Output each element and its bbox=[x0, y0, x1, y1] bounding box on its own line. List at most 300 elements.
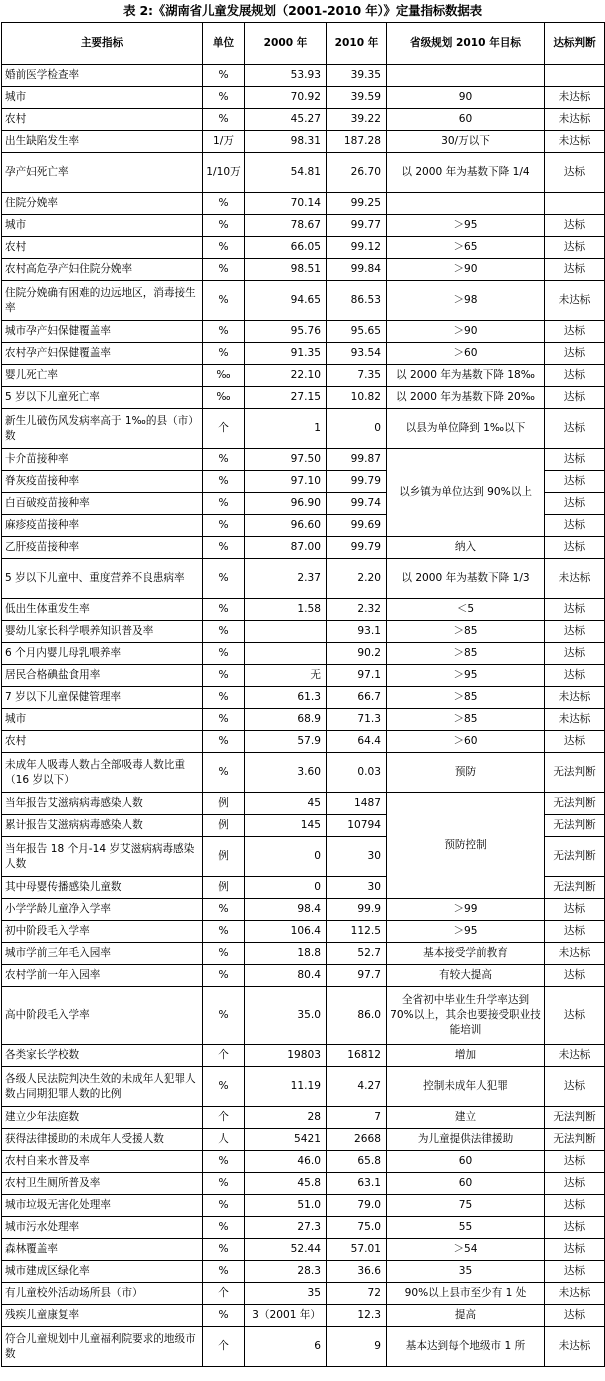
unit-cell: ‰ bbox=[203, 365, 245, 387]
indicator-name: 其中母婴传播感染儿童数 bbox=[2, 877, 203, 899]
value-2000: 96.90 bbox=[245, 493, 327, 515]
goal-cell: ＞85 bbox=[387, 687, 545, 709]
value-2000: 78.67 bbox=[245, 215, 327, 237]
unit-cell: % bbox=[203, 321, 245, 343]
value-2000: 91.35 bbox=[245, 343, 327, 365]
header-unit: 单位 bbox=[203, 23, 245, 65]
value-2000: 61.3 bbox=[245, 687, 327, 709]
unit-cell: 1/万 bbox=[203, 131, 245, 153]
value-2010: 57.01 bbox=[327, 1239, 387, 1261]
status-cell: 达标 bbox=[545, 237, 605, 259]
indicator-name: 获得法律援助的未成年人受援人数 bbox=[2, 1129, 203, 1151]
unit-cell: % bbox=[203, 643, 245, 665]
value-2000: 28 bbox=[245, 1107, 327, 1129]
value-2010: 52.7 bbox=[327, 943, 387, 965]
unit-cell: 人 bbox=[203, 1129, 245, 1151]
value-2010: 79.0 bbox=[327, 1195, 387, 1217]
indicator-name: 乙肝疫苗接种率 bbox=[2, 537, 203, 559]
table-row bbox=[2, 559, 605, 599]
unit-cell: % bbox=[203, 921, 245, 943]
unit-cell: 个 bbox=[203, 1283, 245, 1305]
status-cell: 达标 bbox=[545, 921, 605, 943]
unit-cell: % bbox=[203, 471, 245, 493]
value-2000: 0 bbox=[245, 877, 327, 899]
table-row bbox=[2, 921, 605, 943]
goal-cell: 以乡镇为单位达到 90%以上 bbox=[387, 449, 545, 537]
table-row bbox=[2, 987, 605, 1045]
table-row bbox=[2, 731, 605, 753]
indicator-name: 白百破疫苗接种率 bbox=[2, 493, 203, 515]
value-2010: 10794 bbox=[327, 815, 387, 837]
goal-cell: 预防控制 bbox=[387, 793, 545, 899]
unit-cell: % bbox=[203, 215, 245, 237]
table-row bbox=[2, 1067, 605, 1107]
value-2000: 3.60 bbox=[245, 753, 327, 793]
table-row bbox=[2, 387, 605, 409]
indicator-name: 城市 bbox=[2, 709, 203, 731]
value-2000: 35 bbox=[245, 1283, 327, 1305]
table-row bbox=[2, 965, 605, 987]
unit-cell: % bbox=[203, 621, 245, 643]
goal-cell: 以 2000 年为基数下降 1/3 bbox=[387, 559, 545, 599]
value-2010: 86.53 bbox=[327, 281, 387, 321]
value-2010: 0.03 bbox=[327, 753, 387, 793]
table-row bbox=[2, 687, 605, 709]
header-status: 达标判断 bbox=[545, 23, 605, 65]
value-2000: 1.58 bbox=[245, 599, 327, 621]
goal-cell: 建立 bbox=[387, 1107, 545, 1129]
value-2010: 75.0 bbox=[327, 1217, 387, 1239]
indicator-name: 城市建成区绿化率 bbox=[2, 1261, 203, 1283]
value-2010: 72 bbox=[327, 1283, 387, 1305]
goal-cell: 以 2000 年为基数下降 20‰ bbox=[387, 387, 545, 409]
table-row bbox=[2, 1217, 605, 1239]
unit-cell: % bbox=[203, 87, 245, 109]
goal-cell: 为儿童提供法律援助 bbox=[387, 1129, 545, 1151]
value-2000: 45.27 bbox=[245, 109, 327, 131]
value-2000: 54.81 bbox=[245, 153, 327, 193]
status-cell: 达标 bbox=[545, 665, 605, 687]
value-2000: 1 bbox=[245, 409, 327, 449]
goal-cell: 基本接受学前教育 bbox=[387, 943, 545, 965]
header-goal: 省级规划 2010 年目标 bbox=[387, 23, 545, 65]
status-cell: 无法判断 bbox=[545, 793, 605, 815]
table-row bbox=[2, 1045, 605, 1067]
value-2010: 7 bbox=[327, 1107, 387, 1129]
status-cell: 达标 bbox=[545, 365, 605, 387]
value-2000: 2.37 bbox=[245, 559, 327, 599]
unit-cell: 例 bbox=[203, 793, 245, 815]
value-2010: 1487 bbox=[327, 793, 387, 815]
unit-cell: % bbox=[203, 687, 245, 709]
status-cell: 无法判断 bbox=[545, 1107, 605, 1129]
status-cell bbox=[545, 65, 605, 87]
indicator-name: 农村学前一年入园率 bbox=[2, 965, 203, 987]
value-2010: 112.5 bbox=[327, 921, 387, 943]
value-2010: 30 bbox=[327, 837, 387, 877]
unit-cell: 个 bbox=[203, 1327, 245, 1367]
indicator-name: 孕产妇死亡率 bbox=[2, 153, 203, 193]
indicator-table bbox=[1, 22, 605, 1367]
value-2000: 27.3 bbox=[245, 1217, 327, 1239]
goal-cell: 提高 bbox=[387, 1305, 545, 1327]
goal-cell: 60 bbox=[387, 1173, 545, 1195]
unit-cell: % bbox=[203, 1173, 245, 1195]
unit-cell: 个 bbox=[203, 1107, 245, 1129]
goal-cell: 以县为单位降到 1‰以下 bbox=[387, 409, 545, 449]
status-cell: 未达标 bbox=[545, 87, 605, 109]
status-cell: 达标 bbox=[545, 537, 605, 559]
status-cell: 达标 bbox=[545, 493, 605, 515]
value-2010: 0 bbox=[327, 409, 387, 449]
goal-cell: ＞90 bbox=[387, 321, 545, 343]
value-2010: 4.27 bbox=[327, 1067, 387, 1107]
value-2010: 30 bbox=[327, 877, 387, 899]
value-2000: 35.0 bbox=[245, 987, 327, 1045]
status-cell: 未达标 bbox=[545, 1045, 605, 1067]
goal-cell: ＞54 bbox=[387, 1239, 545, 1261]
unit-cell: % bbox=[203, 1261, 245, 1283]
indicator-name: 新生儿破伤风发病率高于 1‰的县（市）数 bbox=[2, 409, 203, 449]
table-body bbox=[2, 65, 605, 1367]
status-cell: 达标 bbox=[545, 731, 605, 753]
status-cell: 达标 bbox=[545, 899, 605, 921]
table-row bbox=[2, 899, 605, 921]
status-cell: 未达标 bbox=[545, 709, 605, 731]
table-row bbox=[2, 65, 605, 87]
value-2010: 90.2 bbox=[327, 643, 387, 665]
indicator-name: 高中阶段毛入学率 bbox=[2, 987, 203, 1045]
indicator-name: 残疾儿童康复率 bbox=[2, 1305, 203, 1327]
unit-cell: % bbox=[203, 65, 245, 87]
indicator-name: 当年报告 18 个月-14 岁艾滋病病毒感染人数 bbox=[2, 837, 203, 877]
indicator-name: 当年报告艾滋病病毒感染人数 bbox=[2, 793, 203, 815]
value-2000: 11.19 bbox=[245, 1067, 327, 1107]
goal-cell: 纳入 bbox=[387, 537, 545, 559]
unit-cell: % bbox=[203, 515, 245, 537]
value-2010: 2668 bbox=[327, 1129, 387, 1151]
table-row bbox=[2, 793, 605, 815]
value-2010: 2.32 bbox=[327, 599, 387, 621]
status-cell: 达标 bbox=[545, 987, 605, 1045]
unit-cell: % bbox=[203, 731, 245, 753]
goal-cell: 控制未成年人犯罪 bbox=[387, 1067, 545, 1107]
value-2010: 99.74 bbox=[327, 493, 387, 515]
table-row bbox=[2, 753, 605, 793]
status-cell: 无法判断 bbox=[545, 877, 605, 899]
indicator-name: 婚前医学检查率 bbox=[2, 65, 203, 87]
unit-cell: 例 bbox=[203, 815, 245, 837]
unit-cell: 例 bbox=[203, 837, 245, 877]
value-2000: 46.0 bbox=[245, 1151, 327, 1173]
value-2000: 98.31 bbox=[245, 131, 327, 153]
indicator-name: 城市垃圾无害化处理率 bbox=[2, 1195, 203, 1217]
value-2010: 99.69 bbox=[327, 515, 387, 537]
value-2010: 10.82 bbox=[327, 387, 387, 409]
goal-cell: ＞95 bbox=[387, 921, 545, 943]
value-2010: 65.8 bbox=[327, 1151, 387, 1173]
indicator-name: 农村 bbox=[2, 237, 203, 259]
unit-cell: % bbox=[203, 1195, 245, 1217]
value-2010: 99.79 bbox=[327, 537, 387, 559]
table-row bbox=[2, 409, 605, 449]
table-row bbox=[2, 599, 605, 621]
status-cell: 达标 bbox=[545, 643, 605, 665]
goal-cell: 90 bbox=[387, 87, 545, 109]
status-cell: 达标 bbox=[545, 321, 605, 343]
goal-cell: ＜5 bbox=[387, 599, 545, 621]
indicator-name: 住院分娩确有困难的边远地区，消毒接生率 bbox=[2, 281, 203, 321]
value-2000: 95.76 bbox=[245, 321, 327, 343]
value-2010: 16812 bbox=[327, 1045, 387, 1067]
unit-cell: % bbox=[203, 343, 245, 365]
goal-cell: 以 2000 年为基数下降 18‰ bbox=[387, 365, 545, 387]
value-2010: 99.25 bbox=[327, 193, 387, 215]
value-2010: 187.28 bbox=[327, 131, 387, 153]
goal-cell: ＞60 bbox=[387, 731, 545, 753]
value-2000: 6 bbox=[245, 1327, 327, 1367]
table-row bbox=[2, 281, 605, 321]
value-2000: 3（2001 年） bbox=[245, 1305, 327, 1327]
goal-cell: 增加 bbox=[387, 1045, 545, 1067]
status-cell: 未达标 bbox=[545, 109, 605, 131]
status-cell: 未达标 bbox=[545, 943, 605, 965]
indicator-name: 农村自来水普及率 bbox=[2, 1151, 203, 1173]
table-row bbox=[2, 709, 605, 731]
status-cell: 未达标 bbox=[545, 687, 605, 709]
unit-cell: % bbox=[203, 193, 245, 215]
indicator-name: 5 岁以下儿童中、重度营养不良患病率 bbox=[2, 559, 203, 599]
indicator-name: 农村卫生厕所普及率 bbox=[2, 1173, 203, 1195]
unit-cell: % bbox=[203, 1239, 245, 1261]
value-2000: 70.14 bbox=[245, 193, 327, 215]
goal-cell: 全省初中毕业生升学率达到 70%以上，其余也要接受职业技能培训 bbox=[387, 987, 545, 1045]
indicator-name: 脊灰疫苗接种率 bbox=[2, 471, 203, 493]
value-2000: 80.4 bbox=[245, 965, 327, 987]
goal-cell: 60 bbox=[387, 109, 545, 131]
indicator-name: 婴幼儿家长科学喂养知识普及率 bbox=[2, 621, 203, 643]
header-2010: 2010 年 bbox=[327, 23, 387, 65]
goal-cell: ＞95 bbox=[387, 665, 545, 687]
table-row bbox=[2, 131, 605, 153]
header-indicator: 主要指标 bbox=[2, 23, 203, 65]
value-2010: 99.12 bbox=[327, 237, 387, 259]
value-2000: 28.3 bbox=[245, 1261, 327, 1283]
value-2010: 66.7 bbox=[327, 687, 387, 709]
value-2000: 94.65 bbox=[245, 281, 327, 321]
table-row bbox=[2, 1129, 605, 1151]
unit-cell: % bbox=[203, 259, 245, 281]
value-2010: 95.65 bbox=[327, 321, 387, 343]
goal-cell: 30/万以下 bbox=[387, 131, 545, 153]
value-2010: 99.87 bbox=[327, 449, 387, 471]
value-2010: 36.6 bbox=[327, 1261, 387, 1283]
goal-cell bbox=[387, 193, 545, 215]
unit-cell: % bbox=[203, 965, 245, 987]
value-2000: 27.15 bbox=[245, 387, 327, 409]
status-cell: 无法判断 bbox=[545, 837, 605, 877]
value-2010: 99.77 bbox=[327, 215, 387, 237]
value-2000: 70.92 bbox=[245, 87, 327, 109]
unit-cell: % bbox=[203, 537, 245, 559]
unit-cell: % bbox=[203, 943, 245, 965]
status-cell: 无法判断 bbox=[545, 815, 605, 837]
status-cell: 达标 bbox=[545, 1261, 605, 1283]
table-row bbox=[2, 1107, 605, 1129]
status-cell: 未达标 bbox=[545, 1327, 605, 1367]
indicator-name: 农村 bbox=[2, 731, 203, 753]
indicator-name: 初中阶段毛入学率 bbox=[2, 921, 203, 943]
value-2000: 68.9 bbox=[245, 709, 327, 731]
value-2000: 18.8 bbox=[245, 943, 327, 965]
header-2000: 2000 年 bbox=[245, 23, 327, 65]
table-row bbox=[2, 343, 605, 365]
value-2010: 86.0 bbox=[327, 987, 387, 1045]
value-2000: 145 bbox=[245, 815, 327, 837]
goal-cell bbox=[387, 65, 545, 87]
indicator-name: 有儿童校外活动场所县（市） bbox=[2, 1283, 203, 1305]
table-row bbox=[2, 215, 605, 237]
goal-cell: ＞85 bbox=[387, 621, 545, 643]
status-cell: 达标 bbox=[545, 409, 605, 449]
unit-cell: % bbox=[203, 493, 245, 515]
goal-cell: ＞85 bbox=[387, 643, 545, 665]
status-cell: 无法判断 bbox=[545, 753, 605, 793]
indicator-name: 6 个月内婴儿母乳喂养率 bbox=[2, 643, 203, 665]
value-2010: 39.59 bbox=[327, 87, 387, 109]
unit-cell: 个 bbox=[203, 1045, 245, 1067]
value-2000: 53.93 bbox=[245, 65, 327, 87]
value-2000: 22.10 bbox=[245, 365, 327, 387]
value-2010: 99.84 bbox=[327, 259, 387, 281]
status-cell bbox=[545, 193, 605, 215]
status-cell: 达标 bbox=[545, 599, 605, 621]
unit-cell: % bbox=[203, 665, 245, 687]
goal-cell: ＞99 bbox=[387, 899, 545, 921]
value-2000: 5421 bbox=[245, 1129, 327, 1151]
unit-cell: % bbox=[203, 987, 245, 1045]
value-2000: 66.05 bbox=[245, 237, 327, 259]
status-cell: 未达标 bbox=[545, 131, 605, 153]
value-2000: 45 bbox=[245, 793, 327, 815]
indicator-name: 未成年人吸毒人数占全部吸毒人数比重（16 岁以下） bbox=[2, 753, 203, 793]
table-row bbox=[2, 1239, 605, 1261]
table-row bbox=[2, 193, 605, 215]
indicator-name: 各类家长学校数 bbox=[2, 1045, 203, 1067]
goal-cell: 75 bbox=[387, 1195, 545, 1217]
table-row bbox=[2, 1195, 605, 1217]
indicator-name: 小学学龄儿童净入学率 bbox=[2, 899, 203, 921]
value-2010: 99.79 bbox=[327, 471, 387, 493]
value-2010: 99.9 bbox=[327, 899, 387, 921]
indicator-name: 森林覆盖率 bbox=[2, 1239, 203, 1261]
table-row bbox=[2, 1305, 605, 1327]
unit-cell: % bbox=[203, 1305, 245, 1327]
table-header-row bbox=[2, 23, 605, 65]
status-cell: 达标 bbox=[545, 343, 605, 365]
table-row bbox=[2, 321, 605, 343]
goal-cell: ＞98 bbox=[387, 281, 545, 321]
indicator-name: 城市 bbox=[2, 215, 203, 237]
indicator-name: 卡介苗接种率 bbox=[2, 449, 203, 471]
goal-cell: 60 bbox=[387, 1151, 545, 1173]
value-2000: 52.44 bbox=[245, 1239, 327, 1261]
indicator-name: 麻疹疫苗接种率 bbox=[2, 515, 203, 537]
value-2010: 7.35 bbox=[327, 365, 387, 387]
value-2000: 97.50 bbox=[245, 449, 327, 471]
status-cell: 达标 bbox=[545, 215, 605, 237]
table-row bbox=[2, 87, 605, 109]
indicator-name: 符合儿童规划中儿童福利院要求的地级市数 bbox=[2, 1327, 203, 1367]
status-cell: 无法判断 bbox=[545, 1129, 605, 1151]
indicator-name: 城市污水处理率 bbox=[2, 1217, 203, 1239]
table-row bbox=[2, 109, 605, 131]
unit-cell: % bbox=[203, 559, 245, 599]
status-cell: 达标 bbox=[545, 1151, 605, 1173]
goal-cell: ＞90 bbox=[387, 259, 545, 281]
status-cell: 达标 bbox=[545, 449, 605, 471]
value-2010: 93.1 bbox=[327, 621, 387, 643]
value-2000: 98.4 bbox=[245, 899, 327, 921]
status-cell: 未达标 bbox=[545, 1283, 605, 1305]
status-cell: 达标 bbox=[545, 387, 605, 409]
value-2000: 51.0 bbox=[245, 1195, 327, 1217]
value-2010: 63.1 bbox=[327, 1173, 387, 1195]
value-2000: 96.60 bbox=[245, 515, 327, 537]
table-row bbox=[2, 1283, 605, 1305]
indicator-name: 住院分娩率 bbox=[2, 193, 203, 215]
value-2010: 39.35 bbox=[327, 65, 387, 87]
table-row bbox=[2, 943, 605, 965]
goal-cell: ＞85 bbox=[387, 709, 545, 731]
value-2010: 9 bbox=[327, 1327, 387, 1367]
indicator-name: 低出生体重发生率 bbox=[2, 599, 203, 621]
indicator-name: 农村孕产妇保健覆盖率 bbox=[2, 343, 203, 365]
value-2000 bbox=[245, 621, 327, 643]
status-cell: 达标 bbox=[545, 1067, 605, 1107]
unit-cell: ‰ bbox=[203, 387, 245, 409]
unit-cell: % bbox=[203, 753, 245, 793]
indicator-name: 城市孕产妇保健覆盖率 bbox=[2, 321, 203, 343]
table-row bbox=[2, 643, 605, 665]
indicator-name: 农村 bbox=[2, 109, 203, 131]
table-row bbox=[2, 449, 605, 471]
status-cell: 达标 bbox=[545, 515, 605, 537]
value-2000: 97.10 bbox=[245, 471, 327, 493]
table-row bbox=[2, 1327, 605, 1367]
indicator-name: 婴儿死亡率 bbox=[2, 365, 203, 387]
page-title: 表 2:《湖南省儿童发展规划（2001-2010 年）》定量指标数据表 bbox=[123, 3, 482, 18]
status-cell: 达标 bbox=[545, 153, 605, 193]
status-cell: 未达标 bbox=[545, 281, 605, 321]
status-cell: 达标 bbox=[545, 1305, 605, 1327]
status-cell: 达标 bbox=[545, 1239, 605, 1261]
unit-cell: % bbox=[203, 109, 245, 131]
indicator-name: 出生缺陷发生率 bbox=[2, 131, 203, 153]
goal-cell: ＞65 bbox=[387, 237, 545, 259]
value-2000: 0 bbox=[245, 837, 327, 877]
table-row bbox=[2, 621, 605, 643]
goal-cell: 预防 bbox=[387, 753, 545, 793]
unit-cell: % bbox=[203, 1067, 245, 1107]
value-2000: 98.51 bbox=[245, 259, 327, 281]
indicator-name: 累计报告艾滋病病毒感染人数 bbox=[2, 815, 203, 837]
unit-cell: % bbox=[203, 1151, 245, 1173]
value-2010: 2.20 bbox=[327, 559, 387, 599]
unit-cell: % bbox=[203, 899, 245, 921]
indicator-name: 5 岁以下儿童死亡率 bbox=[2, 387, 203, 409]
status-cell: 达标 bbox=[545, 621, 605, 643]
